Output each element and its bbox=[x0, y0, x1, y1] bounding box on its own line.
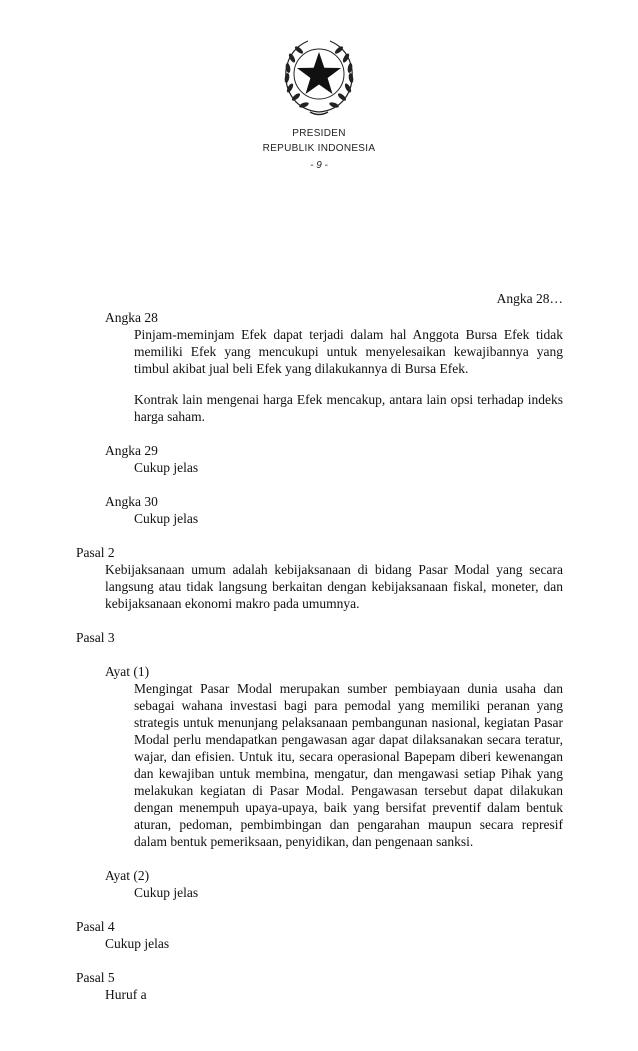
angka-29-heading: Angka 29 bbox=[105, 443, 158, 458]
angka-28-paragraph-1: Pinjam-meminjam Efek dapat terjadi dalam hal Anggota Bursa Efek tidak memiliki Efek yang mencukupi untuk menyelesaikan kewajibannya yang timbul akibat jual beli Efek yang dilakukannya di Bursa Efek. bbox=[134, 327, 563, 376]
pasal-4-text: Cukup jelas bbox=[105, 936, 170, 951]
page-number: - 9 - bbox=[310, 160, 328, 171]
continuation-marker: Angka 28… bbox=[496, 291, 563, 306]
garuda-star-emblem-icon bbox=[274, 30, 364, 120]
pasal-3-ayat-1-text: Mengingat Pasar Modal merupakan sumber pembiayaan dunia usaha dan sebagai wahana investasi bagi para pemodal yang memiliki peranan yang strategis untuk menunjang pelaksanaan pembangunan nasional, kegiatan Pasar Modal perlu mendapatkan pengawasan agar dapat dilaksanakan secara teratur, wajar, dan efisien. Untuk itu, secara operasional Bapepam diberi kewenangan dan kewajiban untuk membina, mengatur, dan mengawasi setiap Pihak yang melakukan kegiatan di Pasar Modal. Pengawasan tersebut dapat dilakukan dengan menempuh upaya-upaya, baik yang bersifat preventif dalam bentuk aturan, pedoman, pembimbingan dan pengarahan maupun secara represif dalam bentuk pemeriksaan, penyidikan, dan pengenaan sanksi. bbox=[134, 681, 563, 849]
pasal-4-heading: Pasal 4 bbox=[76, 919, 115, 934]
pasal-2-text: Kebijaksanaan umum adalah kebijaksanaan di bidang Pasar Modal yang secara langsung atau tidak langsung berkaitan dengan kebijaksanaan fiskal, moneter, dan kebijaksanaan ekonomi makro pada umumnya. bbox=[105, 562, 563, 611]
header-title-presiden: PRESIDEN bbox=[292, 128, 346, 139]
pasal-3-ayat-1-heading: Ayat (1) bbox=[105, 664, 150, 679]
angka-28-paragraph-2: Kontrak lain mengenai harga Efek mencakup, antara lain opsi terhadap indeks harga saham. bbox=[134, 392, 563, 424]
header-title-republik: REPUBLIK INDONESIA bbox=[262, 143, 376, 154]
angka-29-text: Cukup jelas bbox=[134, 460, 199, 475]
page-header bbox=[0, 30, 638, 171]
pasal-2-heading: Pasal 2 bbox=[76, 545, 115, 560]
angka-28-heading: Angka 28 bbox=[105, 310, 158, 325]
angka-30-heading: Angka 30 bbox=[105, 494, 158, 509]
pasal-5-heading: Pasal 5 bbox=[76, 970, 115, 985]
document-body bbox=[76, 290, 563, 1003]
pasal-3-ayat-2-heading: Ayat (2) bbox=[105, 868, 150, 883]
pasal-3-heading: Pasal 3 bbox=[76, 630, 115, 645]
angka-30-text: Cukup jelas bbox=[134, 511, 199, 526]
pasal-5-huruf-a: Huruf a bbox=[105, 987, 147, 1002]
pasal-3-ayat-2-text: Cukup jelas bbox=[134, 885, 199, 900]
